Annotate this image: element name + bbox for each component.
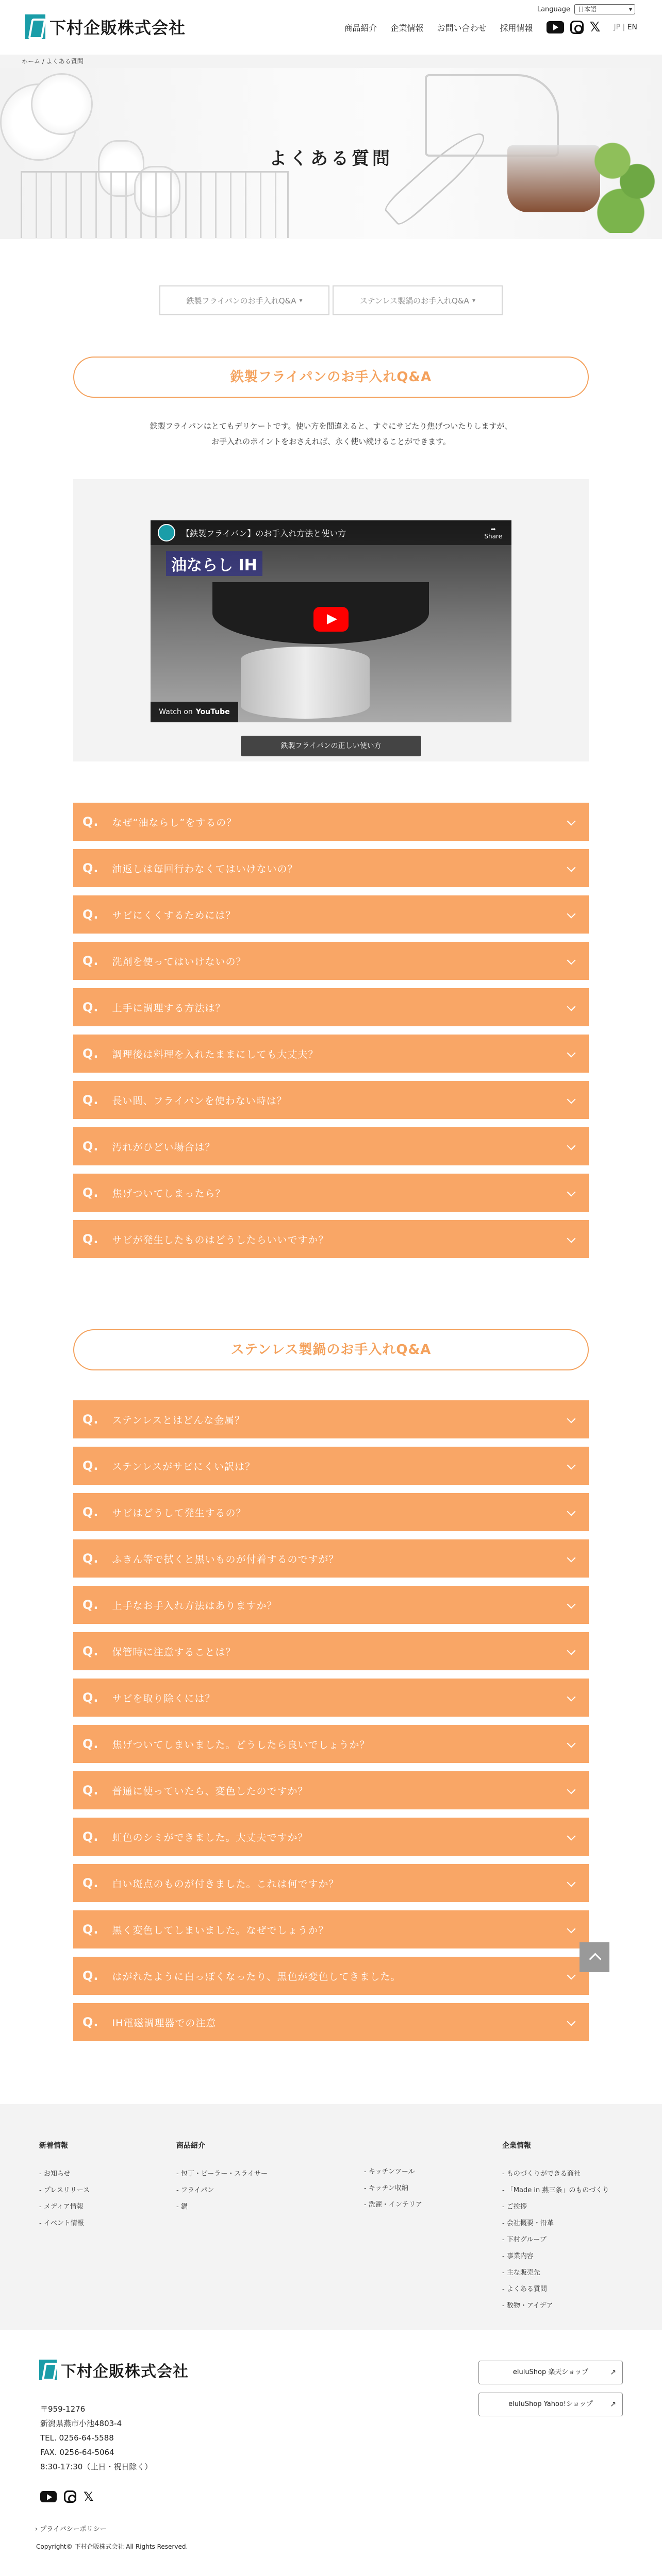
faq-question: サビを取り除くには？ (112, 1692, 216, 1704)
faq-item[interactable] (73, 1220, 589, 1258)
q-marker: Q. (82, 1093, 99, 1107)
section-title-stainless: ステンレス製鍋のお手入れQ&A (73, 1329, 589, 1370)
chevron-down-icon (567, 1415, 576, 1423)
faq-item[interactable] (73, 1679, 589, 1717)
faq-item[interactable] (73, 1447, 589, 1485)
header-sns (547, 21, 601, 34)
footer-link[interactable]: - プレスリリース (39, 2187, 90, 2194)
footer-col-news (39, 2140, 90, 2234)
youtube-icon[interactable] (40, 2491, 57, 2502)
q-marker: Q. (82, 2015, 99, 2029)
tab-stainless-pot[interactable]: ステンレス製鍋のお手入れQ&A ▾ (333, 285, 503, 315)
footer-col-company (502, 2140, 609, 2316)
q-marker: Q. (82, 1737, 99, 1751)
youtube-icon[interactable] (547, 21, 564, 33)
faq-item[interactable] (73, 1400, 589, 1438)
footer-link[interactable]: - キッチン収納 (364, 2184, 408, 2192)
q-marker: Q. (82, 1000, 99, 1014)
logo-mark-icon (25, 14, 45, 39)
footer-logo[interactable] (39, 2359, 189, 2381)
faq-item[interactable] (73, 942, 589, 980)
footer-col-title[interactable]: 企業情報 (502, 2142, 531, 2150)
faq-question: 調理後は料理を入れたままにしても大丈夫？ (112, 1048, 319, 1060)
main-nav (344, 21, 637, 34)
chevron-down-icon (567, 2018, 576, 2026)
faq-item[interactable] (73, 1957, 589, 1995)
language-label: Language (537, 5, 570, 13)
video-box (73, 479, 589, 761)
section-title-iron: 鉄製フライパンのお手入れQ&A (73, 357, 589, 398)
faq-question: サビはどうして発生するの？ (112, 1507, 246, 1519)
chevron-down-icon (567, 1188, 576, 1197)
faq-question: ステンレスとはどんな金属？ (112, 1414, 245, 1426)
footer-link[interactable]: - キッチンツール (364, 2168, 415, 2176)
faq-item[interactable] (73, 1127, 589, 1165)
chevron-down-icon (567, 1925, 576, 1934)
faq-question: サビにくくするためには？ (112, 909, 236, 921)
footer-link[interactable]: - 事業内容 (502, 2252, 534, 2260)
nav-products[interactable]: 商品紹介 (344, 23, 377, 33)
video-overlay-text: 油ならし IH (166, 551, 262, 576)
channel-avatar[interactable] (158, 524, 175, 541)
chevron-down-icon (567, 817, 576, 826)
chevron-down-icon (567, 1786, 576, 1794)
faq-question: なぜ“油ならし”をするの？ (112, 817, 237, 828)
faq-question: 保管時に注意することは？ (112, 1646, 236, 1658)
footer-link[interactable]: - 下村グループ (502, 2236, 547, 2244)
yahoo-shop-button[interactable]: eluluShop Yahoo!ショップ ↗ (478, 2393, 623, 2416)
q-marker: Q. (82, 1783, 99, 1798)
faq-item[interactable] (73, 1035, 589, 1073)
chevron-down-icon (567, 1554, 576, 1563)
faq-question: 洗剤を使ってはいけないの？ (112, 956, 246, 968)
chevron-down-icon (567, 1142, 576, 1150)
logo-mark-icon (39, 2360, 57, 2380)
footer-link[interactable]: - フライパン (176, 2187, 214, 2194)
faq-question: 白い斑点のものが付きました。これは何ですか？ (112, 1878, 339, 1890)
faq-question: 上手に調理する方法は？ (112, 1002, 226, 1014)
site-footer (0, 2104, 662, 2572)
q-marker: Q. (82, 1829, 99, 1844)
q-marker: Q. (82, 1690, 99, 1705)
chevron-down-icon (567, 1739, 576, 1748)
chevron-down-icon (567, 1461, 576, 1470)
footer-link[interactable]: - ご挨拶 (502, 2203, 527, 2211)
nav-company[interactable]: 企業情報 (390, 23, 424, 33)
dish-rack-image (21, 171, 289, 238)
lang-jp[interactable]: JP (614, 23, 621, 31)
q-marker: Q. (82, 954, 99, 968)
language-switcher (537, 4, 635, 14)
faq-question: ステンレスがサビにくい訳は？ (112, 1461, 256, 1472)
chevron-down-icon (567, 1971, 576, 1980)
footer-company-name: 下村企販株式会社 (61, 2363, 189, 2381)
chevron-down-icon (567, 1003, 576, 1011)
privacy-policy-link[interactable]: › プライバシーポリシー (35, 2526, 107, 2533)
instagram-icon[interactable] (64, 2490, 76, 2503)
footer-link[interactable]: - 会社概要・沿革 (502, 2219, 554, 2227)
faq-item[interactable] (73, 849, 589, 887)
video-title-bar (151, 520, 511, 545)
faq-question: 焦げついてしまいました。どうしたら良いでしょうか？ (112, 1739, 370, 1751)
q-marker: Q. (82, 1551, 99, 1566)
q-marker: Q. (82, 1232, 99, 1246)
q-marker: Q. (82, 1185, 99, 1200)
page-title: よくある質問 (269, 148, 393, 169)
footer-link[interactable]: - 洗濯・インテリア (364, 2201, 422, 2209)
chevron-down-icon (567, 910, 576, 919)
footer-col-title (364, 2140, 422, 2148)
chevron-down-icon (567, 1234, 576, 1243)
faq-question: はがれたように白っぽくなったり、黒色が変色してきました。 (112, 1971, 401, 1982)
q-marker: Q. (82, 1139, 99, 1154)
chevron-down-icon (567, 956, 576, 965)
faq-item[interactable] (73, 1586, 589, 1624)
q-marker: Q. (82, 1969, 99, 1983)
q-marker: Q. (82, 1876, 99, 1890)
footer-sitemap (0, 2104, 662, 2330)
faq-item[interactable] (73, 1174, 589, 1212)
faq-item[interactable] (73, 1632, 589, 1670)
footer-link[interactable]: - 「Made in 燕三条」のものづくり (502, 2187, 609, 2194)
footer-sns (40, 2490, 93, 2503)
footer-address: 〒959-1276 新潟県燕市小池4803-4 TEL. 0256-64-5588 FAX. 0256-64-5064 8:30-17:30（土日・祝日除く） (40, 2404, 153, 2471)
faq-question: 普通に使っていたら、変色したのですか？ (112, 1785, 308, 1797)
faq-question: ふきん等で拭くと黒いものが付着するのですが？ (112, 1553, 339, 1565)
faq-list-stainless (73, 1400, 589, 2041)
faq-question: IH電磁調理器での注意 (112, 2017, 217, 2029)
faq-question: 長い間、フライパンを使わない時は？ (112, 1095, 287, 1107)
chevron-down-icon (567, 1049, 576, 1058)
breadcrumb[interactable]: ホーム / よくある質問 (0, 55, 662, 68)
faq-question: 油返しは毎回行わなくてはいけないの？ (112, 863, 298, 875)
share-button[interactable]: ➦ Share (484, 526, 502, 540)
faq-item[interactable] (73, 803, 589, 841)
faq-question: 汚れがひどい場合は？ (112, 1141, 216, 1153)
footer-main (0, 2330, 662, 2572)
footer-link[interactable]: - 主な販売先 (502, 2269, 540, 2277)
faq-item[interactable] (73, 1910, 589, 1948)
footer-link[interactable]: - ものづくりができる商社 (502, 2170, 581, 2178)
hero-banner (0, 68, 662, 239)
faq-item[interactable] (73, 1818, 589, 1856)
footer-link[interactable]: - イベント情報 (39, 2219, 84, 2227)
oil-can-image (241, 647, 370, 719)
nav-recruit[interactable]: 採用情報 (500, 23, 533, 33)
q-marker: Q. (82, 1505, 99, 1519)
youtube-video[interactable] (151, 520, 511, 722)
footer-col-title[interactable]: 新着情報 (39, 2142, 68, 2150)
chevron-down-icon (567, 1647, 576, 1655)
footer-col-products-2 (364, 2140, 422, 2215)
lang-en[interactable]: EN (627, 23, 637, 31)
footer-link[interactable]: - 包丁・ピーラー・スライサー (176, 2170, 268, 2178)
watch-on-youtube-button[interactable]: Watch on YouTube (151, 702, 238, 722)
footer-link[interactable]: - 鍋 (176, 2203, 188, 2211)
faq-question: 焦げついてしまったら？ (112, 1188, 226, 1199)
footer-link[interactable]: - よくある質問 (502, 2285, 547, 2293)
section-lead: 鉄製フライパンはとてもデリケートです。使い方を間違えると、すぐにサビたり焦げついたりしますが、 お手入れのポイントをおさえれば、永く使い続けることができます。 (150, 421, 512, 446)
category-tabs (0, 285, 662, 315)
chevron-down-icon (567, 1507, 576, 1516)
q-marker: Q. (82, 1459, 99, 1473)
plate-image (31, 73, 93, 135)
faq-question: 虹色のシミができました。大丈夫ですか？ (112, 1832, 308, 1843)
faq-question: サビが発生したものはどうしたらいいですか？ (112, 1234, 329, 1246)
footer-col-title[interactable]: 商品紹介 (176, 2142, 205, 2150)
play-button-icon[interactable] (313, 607, 349, 632)
footer-link[interactable]: - お知らせ (39, 2170, 71, 2178)
faq-item[interactable] (73, 1771, 589, 1809)
x-icon[interactable]: 𝕏 (589, 20, 601, 35)
faq-item[interactable] (73, 1864, 589, 1902)
chevron-down-icon (567, 1095, 576, 1104)
site-header (0, 0, 662, 55)
back-to-top-button[interactable] (580, 1942, 609, 1972)
faq-item[interactable] (73, 988, 589, 1026)
video-title[interactable]: 【鉄製フライパン】のお手入れ方法と使い方 (181, 528, 346, 538)
footer-col-products (176, 2140, 268, 2217)
faq-list-iron (73, 803, 589, 1258)
nav-contact[interactable]: お問い合わせ (437, 23, 487, 33)
faq-item[interactable] (73, 895, 589, 934)
rakuten-shop-button[interactable]: eluluShop 楽天ショップ ↗ (478, 2361, 623, 2384)
faq-item[interactable] (73, 2003, 589, 2041)
instagram-icon[interactable] (570, 21, 584, 34)
chevron-down-icon: ▾ (472, 297, 475, 304)
q-marker: Q. (82, 1598, 99, 1612)
faq-item[interactable] (73, 1725, 589, 1763)
chevron-down-icon (567, 863, 576, 872)
chevron-down-icon (567, 1600, 576, 1609)
tab-iron-pan[interactable]: 鉄製フライパンのお手入れQ&A ▾ (159, 285, 329, 315)
company-name: 下村企販株式会社 (49, 18, 186, 38)
youtube-logo: YouTube (195, 708, 230, 716)
chevron-down-icon: ▾ (299, 297, 303, 304)
faq-item[interactable] (73, 1539, 589, 1578)
lang-links (614, 23, 637, 31)
company-logo[interactable] (25, 14, 186, 39)
faq-item[interactable] (73, 1081, 589, 1119)
q-marker: Q. (82, 1412, 99, 1427)
faq-question: 黒く変色してしまいました。なぜでしょうか？ (112, 1924, 329, 1936)
q-marker: Q. (82, 1922, 99, 1937)
faq-question: 上手なお手入れ方法はありますか？ (112, 1600, 277, 1612)
faq-item[interactable] (73, 1493, 589, 1531)
video-caption-button[interactable]: 鉄製フライパンの正しい使い方 (241, 736, 421, 756)
chevron-down-icon (567, 1693, 576, 1702)
x-icon[interactable]: 𝕏 (84, 2489, 94, 2504)
language-select[interactable]: 日本語 ▾ (574, 4, 635, 14)
q-marker: Q. (82, 815, 99, 829)
q-marker: Q. (82, 1644, 99, 1658)
footer-link[interactable]: - 数物・アイデア (502, 2302, 553, 2310)
q-marker: Q. (82, 907, 99, 922)
q-marker: Q. (82, 1046, 99, 1061)
copyright: Copyright© 下村企販株式会社 All Rights Reserved. (36, 2543, 188, 2550)
footer-link[interactable]: - メディア情報 (39, 2203, 84, 2211)
chevron-down-icon (567, 1832, 576, 1841)
chevron-down-icon (567, 1878, 576, 1887)
lang-separator: | (622, 23, 625, 31)
q-marker: Q. (82, 861, 99, 875)
